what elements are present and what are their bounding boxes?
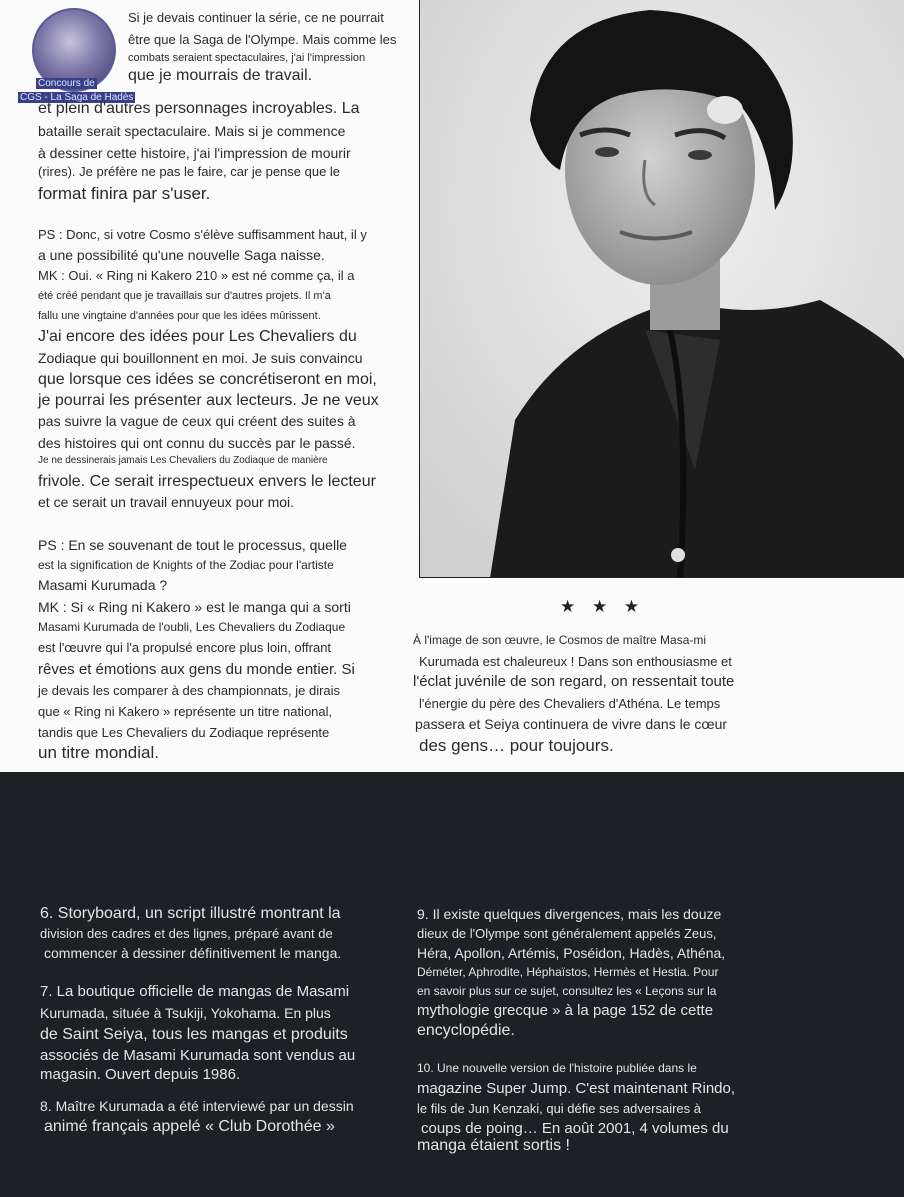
text-line: Zodiaque qui bouillonnent en moi. Je suis convaincu [38, 350, 363, 366]
footnote-line: coups de poing… En août 2001, 4 volumes du [421, 1120, 729, 1137]
text-line: est l'œuvre qui l'a propulsé encore plus loin, offrant [38, 640, 332, 655]
text-line: un titre mondial. [38, 743, 159, 762]
text-line: tandis que Les Chevaliers du Zodiaque représente [38, 725, 330, 740]
text-line: MK : Oui. « Ring ni Kakero 210 » est né comme ça, il a [38, 268, 355, 283]
footnote-line: le fils de Jun Kenzaki, qui défie ses adversaires à [417, 1101, 701, 1116]
text-line: l'éclat juvénile de son regard, on ressentait toute [413, 673, 735, 690]
text-line: je devais les comparer à des championnats, je dirais [38, 683, 341, 698]
text-line: combats seraient spectaculaires, j'ai l'impression [128, 52, 366, 64]
text-line: frivole. Ce serait irrespectueux envers le lecteur [38, 473, 376, 490]
text-line: Si je devais continuer la série, ce ne pourrait [128, 10, 384, 25]
text-line: passera et Seiya continuera de vivre dans le cœur [415, 716, 728, 732]
interview-column [38, 0, 393, 772]
text-line: Kurumada est chaleureux ! Dans son enthousiasme et [419, 654, 732, 669]
text-line: été créé pendant que je travaillais sur d'autres projets. Il m'a [38, 290, 331, 302]
text-line: que je mourrais de travail. [128, 67, 313, 84]
text-line: des histoires qui ont connu du succès par le passé. [38, 435, 356, 451]
footnote-line: de Saint Seiya, tous les mangas et produits [40, 1026, 348, 1043]
section-separator: ★ ★ ★ [560, 597, 646, 616]
text-line: je pourrai les présenter aux lecteurs. Je ne veux [38, 392, 379, 409]
text-line: à dessiner cette histoire, j'ai l'impression de mourir [38, 145, 351, 161]
footnote-line: commencer à dessiner définitivement le manga. [44, 945, 342, 961]
text-line: l'énergie du père des Chevaliers d'Athéna. Le temps [419, 696, 721, 711]
text-line: des gens… pour toujours. [419, 736, 614, 755]
footnote-line: encyclopédie. [417, 1022, 515, 1039]
footnote-line: Kurumada, située à Tsukiji, Yokohama. En plus [40, 1005, 331, 1021]
footnote-line: Déméter, Aphrodite, Héphaïstos, Hermès et Hestia. Pour [417, 965, 719, 979]
text-line: À l'image de son œuvre, le Cosmos de maître Masa-mi [413, 633, 707, 647]
footnote-line: dieux de l'Olympe sont généralement appelés Zeus, [417, 926, 717, 941]
text-line: bataille serait spectaculaire. Mais si je commence [38, 123, 346, 139]
text-line: que lorsque ces idées se concrétiseront en moi, [38, 371, 377, 388]
footnote-line: animé français appelé « Club Dorothée » [44, 1118, 335, 1135]
footnote-line: mythologie grecque » à la page 152 de cette [417, 1002, 714, 1019]
footnote-line: Héra, Apollon, Artémis, Poséidon, Hadès, Athéna, [417, 945, 726, 961]
text-line: format finira par s'user. [38, 184, 211, 203]
footnote-line: magazine Super Jump. C'est maintenant Rindo, [417, 1080, 736, 1097]
footnote-line: 9. Il existe quelques divergences, mais les douze [417, 906, 722, 922]
text-line: (rires). Je préfère ne pas le faire, car je pense que le [38, 164, 341, 179]
footnote-line: manga étaient sortis ! [417, 1137, 570, 1154]
footnotes-left [40, 772, 400, 1197]
text-line: PS : En se souvenant de tout le processus, quelle [38, 537, 347, 553]
text-line: rêves et émotions aux gens du monde entier. Si [38, 661, 355, 678]
text-line: est la signification de Knights of the Zodiac pour l'artiste [38, 558, 334, 572]
text-line: Je ne dessinerais jamais Les Chevaliers du Zodiaque de manière [38, 455, 328, 466]
text-line: Masami Kurumada ? [38, 577, 168, 593]
text-line: J'ai encore des idées pour Les Chevaliers du [38, 328, 357, 345]
footnote-line: 8. Maître Kurumada a été interviewé par un dessin [40, 1098, 354, 1114]
text-line: pas suivre la vague de ceux qui créent des suites à [38, 413, 356, 429]
footnotes-right [417, 772, 887, 1197]
footnote-line: 7. La boutique officielle de mangas de Masami [40, 983, 350, 1000]
closing-paragraph [413, 0, 883, 772]
text-line: MK : Si « Ring ni Kakero » est le manga qui a sorti [38, 599, 351, 615]
text-line: et ce serait un travail ennuyeux pour moi. [38, 494, 295, 510]
footnote-line: division des cadres et des lignes, préparé avant de [40, 926, 333, 941]
text-line: être que la Saga de l'Olympe. Mais comme les [128, 32, 397, 47]
text-line: fallu une vingtaine d'années pour que les idées mûrissent. [38, 310, 321, 322]
footnote-line: 10. Une nouvelle version de l'histoire publiée dans le [417, 1061, 697, 1075]
footnotes-panel [0, 772, 904, 1197]
text-line: Masami Kurumada de l'oubli, Les Chevaliers du Zodiaque [38, 620, 346, 634]
footnote-line: en savoir plus sur ce sujet, consultez les « Leçons sur la [417, 984, 717, 998]
text-line: PS : Donc, si votre Cosmo s'élève suffisamment haut, il y [38, 227, 367, 242]
logo-caption: CGS - La Saga de Hadès [20, 92, 134, 103]
footnote-line: magasin. Ouvert depuis 1986. [40, 1066, 241, 1083]
logo-caption: Concours de [38, 78, 95, 89]
text-line: que « Ring ni Kakero » représente un titre national, [38, 704, 333, 719]
footnote-line: associés de Masami Kurumada sont vendus au [40, 1047, 356, 1064]
text-line: et plein d'autres personnages incroyables. La [38, 100, 360, 117]
footnote-line: 6. Storyboard, un script illustré montrant la [40, 905, 341, 922]
text-line: a une possibilité qu'une nouvelle Saga naisse. [38, 247, 325, 263]
